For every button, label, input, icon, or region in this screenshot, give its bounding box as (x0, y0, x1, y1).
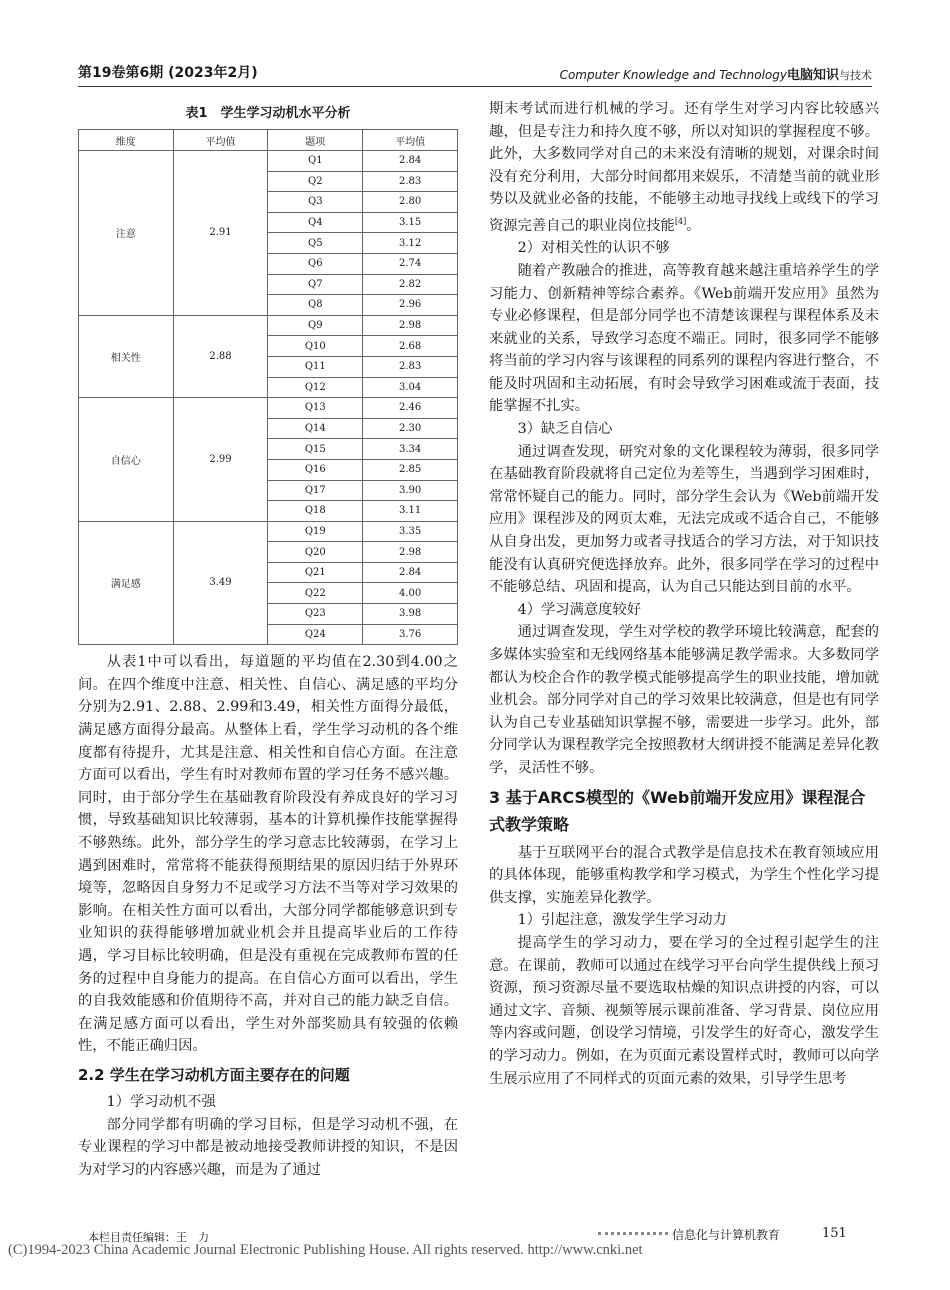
left-text (78, 651, 458, 1181)
copyright-line: (C)1994-2023 China Academic Journal Electronic Publishing House. All rights reserved. http://www.cnki.net (8, 1242, 643, 1258)
item-cell: Q6 (268, 253, 363, 274)
subheading-confidence: 3）缺乏自信心 (517, 421, 613, 438)
col-header-dimension: 维度 (79, 130, 174, 151)
item-mean-cell: 4.00 (363, 583, 458, 604)
section-heading-3: 3 基于ARCS模型的《Web前端开发应用》课程混合式教学策略 (489, 787, 866, 834)
item-cell: Q2 (268, 171, 363, 192)
confidence-paragraph: 通过调查发现，研究对象的文化课程较为薄弱，很多同学在基础教育阶段就将自己定位为差等生，当遇到学习困难时，常常怀疑自己的能力。同时，部分学生会认为《Web前端开发应用》课程涉及的网页太难，无法完成或不适合自己，不能够从自身出发，更加努力或者寻找适合的学习方法，对于知识技能没有认真研究便选择放弃。此外，很多同学在学习的过程中不能够总结、巩固和提高，认为自己只能达到目前的水平。 (489, 443, 879, 596)
item-mean-cell: 3.35 (363, 521, 458, 542)
subheading-relevance: 2）对相关性的认识不够 (517, 240, 670, 257)
journal-title-cn: 电脑知识 (786, 68, 839, 83)
motivation-paragraph: 部分同学都有明确的学习目标，但是学习动机不强，在专业课程的学习中都是被动地接受教师讲授的知识，不是因为对学习的内容感兴趣，而是为了通过 (78, 1116, 458, 1178)
item-mean-cell: 2.30 (363, 418, 458, 439)
item-mean-cell: 2.74 (363, 253, 458, 274)
col-header-item-mean: 平均值 (363, 130, 458, 151)
dimension-mean-cell: 2.91 (173, 151, 268, 316)
continued-text-end: 。 (686, 217, 701, 234)
item-cell: Q13 (268, 398, 363, 419)
item-mean-cell: 2.68 (363, 336, 458, 357)
satisfaction-paragraph: 通过调查发现，学生对学校的教学环境比较满意，配套的多媒体实验室和无线网络基本能够满足教学需求。大多数同学都认为校企合作的教学模式能够提高学生的职业技能，增加就业机会。部分同学对自己的学习效果比较满意，但是也有同学认为自己专业基础知识掌握不够，需要进一步学习。此外，部分同学认为课程教学完全按照教材大纲讲授不能满足差异化教学，灵活性不够。 (489, 624, 879, 776)
footer-column-name: 信息化与计算机教育 (672, 1228, 781, 1242)
item-mean-cell: 3.15 (363, 212, 458, 233)
continued-paragraph (489, 98, 879, 237)
item-cell: Q24 (268, 624, 363, 645)
item-mean-cell: 3.98 (363, 604, 458, 625)
item-mean-cell: 2.82 (363, 274, 458, 295)
item-mean-cell: 2.96 (363, 295, 458, 316)
dimension-mean-cell: 2.99 (173, 398, 268, 522)
motivation-table (78, 129, 458, 645)
table-header-row (79, 130, 458, 151)
item-cell: Q5 (268, 233, 363, 254)
item-mean-cell: 3.90 (363, 480, 458, 501)
item-mean-cell: 2.83 (363, 356, 458, 377)
dimension-mean-cell: 2.88 (173, 315, 268, 397)
page-number: 151 (822, 1226, 847, 1241)
item-cell: Q19 (268, 521, 363, 542)
table-body (79, 151, 458, 645)
item-mean-cell: 3.04 (363, 377, 458, 398)
item-mean-cell: 2.98 (363, 315, 458, 336)
item-mean-cell: 3.34 (363, 439, 458, 460)
item-cell: Q23 (268, 604, 363, 625)
table-row (79, 151, 458, 172)
table-row (79, 398, 458, 419)
item-mean-cell: 2.98 (363, 542, 458, 563)
item-cell: Q15 (268, 439, 363, 460)
item-cell: Q10 (268, 336, 363, 357)
col-header-mean: 平均值 (173, 130, 268, 151)
subheading-satisfaction: 4）学习满意度较好 (517, 601, 642, 618)
left-column (78, 98, 458, 1181)
item-mean-cell: 3.76 (363, 624, 458, 645)
table-row (79, 521, 458, 542)
continued-text: 期末考试而进行机械的学习。还有学生对学习内容比较感兴趣，但是专注力和持久度不够，所以对知识的掌握程度不够。此外，大多数同学对自己的未来没有清晰的规划，对课余时间没有充分利用，大部分时间都用来娱乐，不清楚当前的就业形势以及就业必备的技能，不能够主动地寻找线上或线下的学习资源完善自己的职业岗位技能 (489, 101, 879, 234)
citation: [4] (674, 216, 687, 226)
item-mean-cell: 2.85 (363, 459, 458, 480)
item-cell: Q18 (268, 501, 363, 522)
dimension-cell: 注意 (79, 151, 174, 316)
item-mean-cell: 3.12 (363, 233, 458, 254)
dimension-cell: 满足感 (79, 521, 174, 645)
item-cell: Q11 (268, 356, 363, 377)
dimension-cell: 相关性 (79, 315, 174, 397)
item-cell: Q1 (268, 151, 363, 172)
relevance-paragraph: 随着产教融合的推进，高等教育越来越注重培养学生的学习能力、创新精神等综合素养。《Web前端开发应用》虽然为专业必修课程，但是部分同学也不清楚该课程与课程体系及未来就业的关系，导致学习态度不端正。同时，很多同学不能够将当前的学习内容与该课程的同系列的课程内容进行整合，不能及时巩固和主动拓展，有时会导致学习困难或流于表面，技能掌握不扎实。 (489, 262, 879, 415)
subheading-attention: 1）引起注意，激发学生学习动力 (517, 912, 727, 929)
journal-title (560, 64, 872, 83)
footer-dots (598, 1232, 668, 1235)
item-cell: Q4 (268, 212, 363, 233)
item-cell: Q9 (268, 315, 363, 336)
dimension-mean-cell: 3.49 (173, 521, 268, 645)
item-mean-cell: 2.80 (363, 192, 458, 213)
item-cell: Q17 (268, 480, 363, 501)
analysis-paragraph: 从表1中可以看出，每道题的平均值在2.30到4.00之间。在四个维度中注意、相关性、自信心、满足感的平均分分别为2.91、2.88、2.99和3.49，相关性方面得分最低，满足感方面得分最高。从整体上看，学生学习动机的各个维度都有待提升，尤其是注意、相关性和自信心方面。在注意方面可以看出，学生有时对教师布置的学习任务不感兴趣。同时，由于部分学生在基础教育阶段没有养成良好的学习习惯，导致基础知识比较薄弱，基本的计算机操作技能掌握得不够熟练。此外，部分学生的学习意志比较薄弱，在学习上遇到困难时，常常将不能获得预期结果的原因归结于外界环境等，忽略因自身努力不足或学习方法不当等对学习效果的影响。在相关性方面可以看出，大部分同学都能够意识到专业知识的获得能够增加就业机会并且提高毕业后的工作待遇，学习目标比较明确，但是没有重视在完成教师布置的任务的过程中自身能力的提高。在自信心方面可以看出，学生的自我效能感和价值期待不高，并对自己的能力缺乏自信。在满足感方面可以看出，学生对外部奖励具有较强的依赖性，不能正确归因。 (78, 654, 458, 1055)
right-column (489, 98, 879, 1090)
subheading-motivation: 1）学习动机不强 (106, 1093, 216, 1110)
header-rule (78, 86, 872, 87)
attention-paragraph: 提高学生的学习动力，要在学习的全过程引起学生的注意。在课前，教师可以通过在线学习平台向学生提供线上预习资源，预习资源尽量不要选取枯燥的知识点讲授的内容，可以通过文字、音频、视频等展示课前准备、学习背景、岗位应用等内容或问题，创设学习情境，引发学生的好奇心，激发学生的学习动力。例如，在为页面元素设置样式时，教师可以向学生展示应用了不同样式的页面元素的效果，引导学生思考 (489, 934, 879, 1087)
item-cell: Q16 (268, 459, 363, 480)
table-row (79, 315, 458, 336)
item-cell: Q7 (268, 274, 363, 295)
item-cell: Q3 (268, 192, 363, 213)
item-mean-cell: 2.46 (363, 398, 458, 419)
item-mean-cell: 2.84 (363, 151, 458, 172)
section-heading-2-2: 2.2 学生在学习动机方面主要存在的问题 (78, 1065, 350, 1084)
item-cell: Q22 (268, 583, 363, 604)
journal-title-cn-small: 与技术 (839, 69, 872, 82)
item-cell: Q14 (268, 418, 363, 439)
item-mean-cell: 2.83 (363, 171, 458, 192)
item-mean-cell: 3.11 (363, 501, 458, 522)
table-caption: 表1 学生学习动机水平分析 (185, 106, 351, 121)
item-cell: Q8 (268, 295, 363, 316)
dimension-cell: 自信心 (79, 398, 174, 522)
item-mean-cell: 2.84 (363, 562, 458, 583)
item-cell: Q12 (268, 377, 363, 398)
journal-title-en: Computer Knowledge and Technology (559, 68, 787, 82)
col-header-item: 题项 (268, 130, 363, 151)
column-editor: 本栏目责任编辑：王 力 (88, 1231, 209, 1244)
item-cell: Q21 (268, 562, 363, 583)
issue-info: 第19卷第6期 (2023年2月) (78, 65, 258, 81)
section3-intro-paragraph: 基于互联网平台的混合式教学是信息技术在教育领域应用的具体体现，能够重构教学和学习模式，为学生个性化学习提供支撑，实施差异化教学。 (489, 844, 879, 906)
item-cell: Q20 (268, 542, 363, 563)
